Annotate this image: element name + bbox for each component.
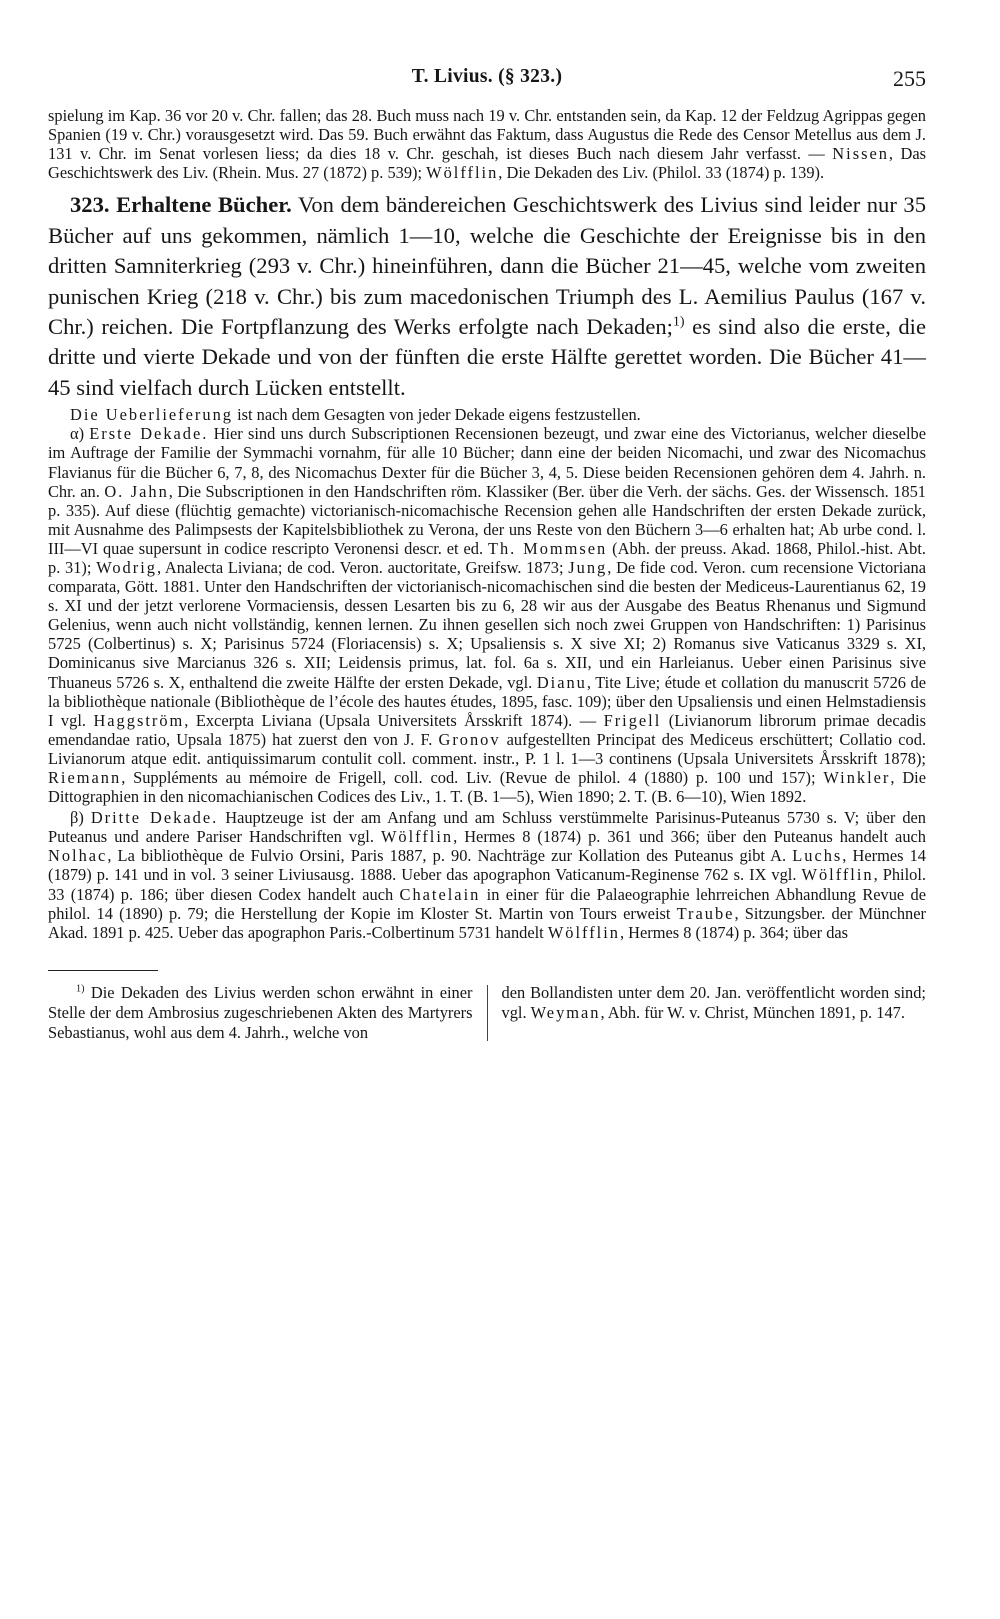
author-name: Haggström	[93, 710, 185, 730]
footnote-ref: 1)	[672, 314, 685, 330]
text-run: Hauptzeuge ist der am Anfang und am Schluss verstümmelte Parisinus-Puteanus 5730 s. V; über den Puteanus und andere Pariser Handschriften vgl.	[48, 808, 926, 847]
text-run: , Hermes 8 (1874) p. 364; über das	[619, 922, 849, 942]
text-run: , Suppléments au mémoire de Frigell, coll. cod. Liv. (Revue de philol. 4 (1880) p. 100 und 157);	[121, 768, 824, 787]
text-run: , Hermes 8 (1874) p. 361 und 366; über den Puteanus handelt auch	[453, 827, 926, 847]
text-run: , Die Dittographien in den nicomachianischen Codices des Liv., 1. T. (B. 1—5), Wien 1890; 2. T. (B. 6—10), Wien 1892.	[48, 768, 926, 807]
author-name: Winkler	[823, 768, 891, 787]
text-run: (Abh. der preuss. Akad. 1868, Philol.-hist. Abt. p. 31);	[48, 538, 926, 577]
tradition-paragraph	[48, 405, 926, 424]
author-name: O. Jahn	[104, 481, 169, 501]
page-header	[48, 60, 926, 106]
subsection-title: Erste Dekade.	[89, 424, 209, 444]
text-run: aufgestellten Principat des Mediceus erschüttert; Collatio cod. Livianorum atque edit. antiquissimarum contulit coll. comment. instr., P. 1 l. 1—3 continens (Upsala Universitets Årsskrift 1878);	[48, 729, 926, 768]
author-name: Dianu	[536, 672, 587, 692]
author-name: Wölfflin	[426, 163, 499, 183]
text-run: , Tite Live; étude et collation du manuscrit 5726 de la bibliothèque nationale (Bibliothèque de l’école des hautes études, 1895, fasc. 109); über den Upsaliensis und einen Helmstadiensis I vgl.	[48, 672, 926, 730]
author-name: Gronov	[438, 729, 501, 749]
author-name: Wölfflin	[801, 865, 874, 885]
text-run: , Analecta Liviana; de cod. Veron. auctoritate, Greifsw. 1873;	[156, 557, 569, 577]
author-name: Nolhac	[48, 846, 108, 866]
text-run: , Philol. 33 (1874) p. 186; über diesen Codex handelt auch	[48, 865, 926, 904]
author-name: Th. Mommsen	[487, 538, 608, 558]
text-run: , De fide cod. Veron. cum recensione Victoriana comparata, Gött. 1881. Unter den Handschriften der victorianisch-nicomachischen sind die besten der Mediceus-Laurentianus 62, 19 s. XI und der jetzt verlorene Vormaciensis, dessen Lesarten bis zu 6, 28 wir aus der Ausgabe des Beatus Rhenanus und Sigmund Gelenius, wenn auch nicht vollständig, kennen lernen. Zu ihnen gesellen sich noch zwei Gruppen von Handschriften: 1) Parisinus 5725 (Colbertinus) s. X; Parisinus 5724 (Floriacensis) s. X; Upsaliensis s. X sive XI; 2) Romanus sive Vaticanus 3329 s. XI, Dominicanus sive Marcianus 326 s. XII; Leidensis primus, lat. fol. 6a s. XII, und ein Harleianus. Ueber einen Parisinus sive Thuaneus 5726 s. X, enthaltend die zweite Hälfte der ersten Dekade, vgl.	[48, 557, 926, 692]
section-323-paragraph	[48, 190, 926, 403]
running-title: T. Livius. (§ 323.)	[411, 66, 563, 87]
text-run: , Excerpta Liviana (Upsala Universitets Årsskrift 1874). —	[184, 710, 604, 730]
intro-paragraph	[48, 106, 926, 182]
text-run: , Die Dekaden des Liv. (Philol. 33 (1874) p. 139).	[498, 163, 825, 183]
author-name: Frigell	[603, 710, 662, 730]
footnote-area	[48, 983, 926, 1043]
text-run: Die Dekaden des Livius werden schon erwähnt in einer Stelle der dem Ambrosius zugeschriebenen Akten des Martyrers Sebastianus, wohl aus dem 4. Jahrh., welche von	[48, 982, 473, 1042]
author-name: Wodrig	[96, 557, 157, 577]
page-number: 255	[893, 66, 926, 91]
text-run: ist nach dem Gesagten von jeder Dekade eigens festzustellen.	[232, 405, 641, 425]
text-run: , La bibliothèque de Fulvio Orsini, Paris 1887, p. 90. Nachträge zur Kollation des Puteanus gibt A.	[107, 846, 793, 866]
footnote-marker: 1)	[76, 983, 85, 995]
text-run: , Die Subscriptionen in den Handschriften röm. Klassiker (Ber. über die Verh. der sächs. Ges. der Wissensch. 1851 p. 335). Auf diese (flüchtig gemachte) victorianisch-nicomachische Recension gehen alle Handschriften der ersten Dekade zurück, mit Ausnahme des Palimpsests der Kapitelsbibliothek zu Verona, der uns Reste von den Büchern 3—6 erhalten hat; Ab urbe cond. l. III—VI quae supersunt in codice rescripto Veronensi descr. et ed.	[48, 481, 926, 558]
author-name: Riemann	[48, 768, 122, 787]
author-name: Luchs	[792, 846, 843, 866]
text-run: es sind also die erste, die dritte und vierte Dekade und von der fünften die erste Hälfte gerettet worden. Die Bücher 41—45 sind vielfach durch Lücken entstellt.	[48, 314, 926, 400]
author-name: Wölfflin	[547, 922, 620, 942]
subsection-title: Dritte Dekade.	[90, 808, 219, 828]
spaced-term: Die Ueberlieferung	[70, 405, 233, 425]
text-run: spielung im Kap. 36 vor 20 v. Chr. fallen; das 28. Buch muss nach 19 v. Chr. entstanden sein, da Kap. 12 der Feldzug Agrippas gegen Spanien (19 v. Chr.) vorausgesetzt wird. Das 59. Buch erwähnt das Faktum, dass Augustus die Rede des Censor Metellus aus dem J. 131 v. Chr. im Senat vorlesen liess; da dies 18 v. Chr. geschah, ist dieses Buch nach diesem Jahr verfasst. —	[48, 106, 926, 164]
text-run: , Sitzungsber. der Münchner Akad. 1891 p. 425. Ueber das apographon Paris.-Colbertinum 5731 handelt	[48, 903, 926, 942]
text-run: (Livianorum librorum primae decadis emendandae ratio, Upsala 1875) hat zuerst den von J. F.	[48, 710, 927, 749]
author-name: Traube	[676, 903, 735, 923]
author-name: Nissen	[832, 144, 889, 164]
text-run: , Abh. für W. v. Christ, München 1891, p. 147.	[600, 1002, 905, 1022]
list-marker: α)	[70, 424, 90, 444]
text-run: Von dem bändereichen Geschichtswerk des Livius sind leider nur 35 Bücher auf uns gekommen, nämlich 1—10, welche die Geschichte der Ereignisse bis in den dritten Samniterkrieg (293 v. Chr.) hineinführen, dann die Bücher 21—45, welche vom zweiten punischen Krieg (218 v. Chr.) bis zum macedonischen Triumph des L. Aemilius Paulus (167 v. Chr.) reichen. Die Fortpflanzung des Werks erfolgte nach Dekaden;	[48, 192, 926, 339]
author-name: Weyman	[530, 1002, 601, 1022]
text-run: den Bollandisten unter dem 20. Jan. veröffentlicht worden sind; vgl.	[501, 982, 926, 1022]
text-run: in einer für die Palaeographie lehrreichen Abhandlung Revue de philol. 14 (1890) p. 79; die Herstellung der Kopie im Kloster St. Martin von Tours erweist	[48, 884, 927, 923]
text-run: , Hermes 14 (1879) p. 141 und in vol. 3 seiner Liviusausg. 1888. Ueber das apographon Vaticanum-Reginense 762 s. IX vgl.	[48, 846, 926, 885]
author-name: Jung	[568, 557, 608, 577]
section-heading: 323. Erhaltene Bücher.	[70, 192, 292, 218]
third-decade-paragraph	[48, 808, 926, 942]
author-name: Chatelain	[399, 884, 481, 904]
footnote-left-column	[48, 983, 487, 1043]
text-run: Hier sind uns durch Subscriptionen Recensionen bezeugt, und zwar eine des Victorianus, welcher dieselbe im Auftrage der Familie der Symmachi vornahm, für alle 10 Bücher; dann eine der beiden Nicomachi, und zwar des Nicomachus Flavianus für die Bücher 6, 7, 8, des Nicomachus Dexter für die Bücher 3, 4, 5. Diese beiden Recensionen gehören dem 4. Jahrh. n. Chr. an.	[48, 424, 926, 501]
first-decade-paragraph	[48, 424, 926, 806]
list-marker: β)	[70, 808, 91, 828]
author-name: Wölfflin	[380, 827, 454, 847]
footnote-rule	[48, 970, 158, 971]
footnote-right-column	[488, 983, 927, 1043]
text-run: , Das Geschichtswerk des Liv. (Rhein. Mus. 27 (1872) p. 539);	[48, 144, 927, 183]
